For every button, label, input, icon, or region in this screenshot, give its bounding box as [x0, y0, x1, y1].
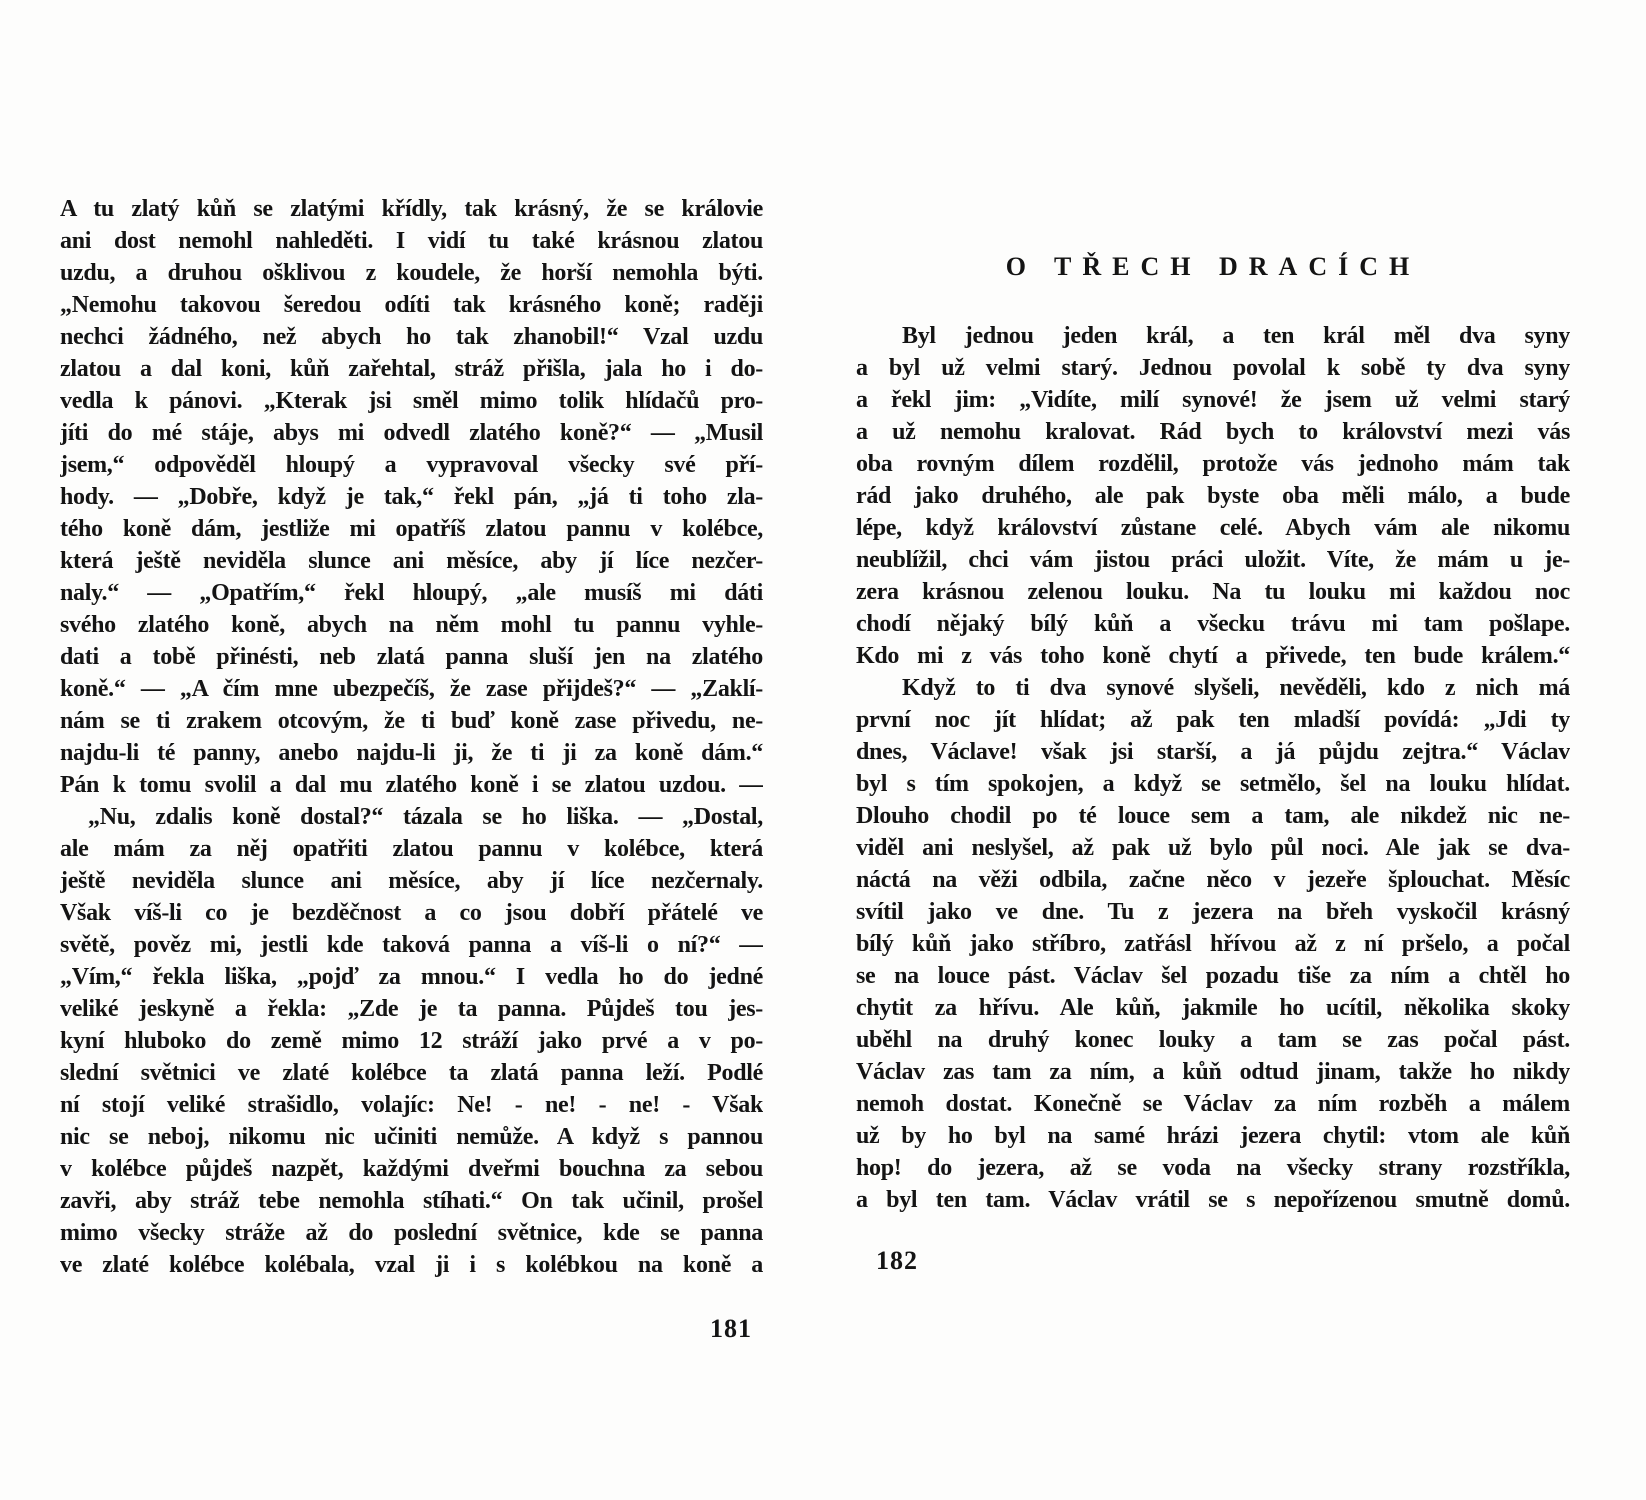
text-line: nic se neboj, nikomu nic učiniti nemůže. A když s pannou — [60, 1124, 763, 1150]
text-line: koně.“ — „A čím mne ubezpečíš, že zase přijdeš?“ — „Zaklí- — [60, 676, 763, 702]
text-line: ani dost nemohl nahleděti. I vidí tu také krásnou zlatou — [60, 228, 763, 254]
text-line: nám se ti zrakem otcovým, že ti buď koně zase přivedu, ne- — [60, 708, 763, 734]
text-line: hody. — „Dobře, když je tak,“ řekl pán, „já ti toho zla- — [60, 484, 763, 510]
text-line: viděl ani neslyšel, až pak už bylo půl noci. Ale jak se dva- — [856, 835, 1570, 861]
text-line: chytit za hřívu. Ale kůň, jakmile ho ucítil, několika skoky — [856, 995, 1570, 1021]
text-line: a byl ten tam. Václav vrátil se s nepořízenou smutně domů. — [856, 1187, 1570, 1213]
text-line: kyní hluboko do země mimo 12 stráží jako prvé a v po- — [60, 1028, 763, 1054]
text-line: už by ho byl na samé hrázi jezera chytil: vtom ale kůň — [856, 1123, 1570, 1149]
text-line: svého zlatého koně, abych na něm mohl tu pannu vyhle- — [60, 612, 763, 638]
text-line: tého koně dám, jestliže mi opatříš zlatou pannu v kolébce, — [60, 516, 763, 542]
right-page-text — [856, 320, 1570, 1216]
text-line: Dlouho chodil po té louce sem a tam, ale nikdež nic ne- — [856, 803, 1570, 829]
story-heading: O TŘECH DRACÍCH — [1005, 252, 1421, 281]
text-line: Když to ti dva synové slyšeli, nevěděli, kdo z nich má — [902, 675, 1570, 701]
text-line: naly.“ — „Opatřím,“ řekl hloupý, „ale musíš mi dáti — [60, 580, 763, 606]
text-line: jíti do mé stáje, abys mi odvedl zlatého koně?“ — „Musil — [60, 420, 763, 446]
text-line: ještě neviděla slunce ani měsíce, aby jí líce nezčernaly. — [60, 868, 763, 894]
text-line: Byl jednou jeden král, a ten král měl dva syny — [902, 323, 1570, 349]
text-line: dati a tobě přinésti, neb zlatá panna sluší jen na zlatého — [60, 644, 763, 670]
text-line: vedla k pánovi. „Kterak jsi směl mimo tolik hlídačů pro- — [60, 388, 763, 414]
text-line: se na louce pást. Václav šel pozadu tiše za ním a chtěl ho — [856, 963, 1570, 989]
text-line: bílý kůň jako stříbro, zatřásl hřívou až z ní pršelo, a počal — [856, 931, 1570, 957]
text-line: ve zlaté kolébce kolébala, vzal ji i s kolébkou na koně a — [60, 1252, 763, 1278]
text-line: byl s tím spokojen, a když se setmělo, šel na louku hlídat. — [856, 771, 1570, 797]
text-line: Kdo mi z vás toho koně chytí a přivede, ten bude králem.“ — [856, 643, 1570, 669]
text-line: zavři, aby stráž tebe nemohla stíhati.“ On tak učinil, prošel — [60, 1188, 763, 1214]
text-line: světě, pověz mi, jestli kde taková panna a víš-li o ní?“ — — [60, 932, 763, 958]
text-line: „Vím,“ řekla liška, „pojď za mnou.“ I vedla ho do jedné — [60, 964, 763, 990]
text-line: mimo všecky stráže až do poslední světnice, kde se panna — [60, 1220, 763, 1246]
text-line: a řekl jim: „Vidíte, milí synové! že jsem už velmi starý — [856, 387, 1570, 413]
text-line: nemoh dostat. Konečně se Václav za ním rozběh a málem — [856, 1091, 1570, 1117]
text-line: která ještě neviděla slunce ani měsíce, aby jí líce nezčer- — [60, 548, 763, 574]
text-line: chodí nějaký bílý kůň a všecku trávu mi tam pošlape. — [856, 611, 1570, 637]
text-line: neublížil, chci vám jistou práci uložit. Víte, že mám u je- — [856, 547, 1570, 573]
text-line: Však víš-li co je bezděčnost a co jsou dobří přátelé ve — [60, 900, 763, 926]
left-page-text — [60, 193, 763, 1281]
text-line: jsem,“ odpověděl hloupý a vypravoval všecky své pří- — [60, 452, 763, 478]
text-line: oba rovným dílem rozdělil, protože vás jednoho mám tak — [856, 451, 1570, 477]
text-line: a už nemohu kralovat. Rád bych to království mezi vás — [856, 419, 1570, 445]
text-line: „Nemohu takovou šeredou odíti tak krásného koně; raději — [60, 292, 763, 318]
text-line: hop! do jezera, až se voda na všecky strany rozstříkla, — [856, 1155, 1570, 1181]
text-line: a byl už velmi starý. Jednou povolal k sobě ty dva syny — [856, 355, 1570, 381]
text-line: slední světnici ve zlaté kolébce ta zlatá panna leží. Podlé — [60, 1060, 763, 1086]
text-line: najdu-li té panny, anebo najdu-li ji, že ti ji za koně dám.“ — [60, 740, 763, 766]
text-line: lépe, když království zůstane celé. Abych vám ale nikomu — [856, 515, 1570, 541]
text-line: zlatou a dal koni, kůň zařehtal, stráž přišla, jala ho i do- — [60, 356, 763, 382]
text-line: Václav zas tam za ním, a kůň odtud jinam, takže ho nikdy — [856, 1059, 1570, 1085]
right-page-number: 182 — [876, 1246, 918, 1275]
text-line: veliké jeskyně a řekla: „Zde je ta panna. Půjdeš tou jes- — [60, 996, 763, 1022]
text-line: svítil jako ve dne. Tu z jezera na břeh vyskočil krásný — [856, 899, 1570, 925]
text-line: Pán k tomu svolil a dal mu zlatého koně i se zlatou uzdou. — — [60, 772, 763, 798]
text-line: náctá na věži odbila, začne něco v jezeře šplouchat. Měsíc — [856, 867, 1570, 893]
text-line: A tu zlatý kůň se zlatými křídly, tak krásný, že se královie — [60, 196, 763, 222]
text-line: ale mám za něj opatřiti zlatou pannu v kolébce, která — [60, 836, 763, 862]
text-line: uzdu, a druhou ošklivou z koudele, že horší nemohla býti. — [60, 260, 763, 286]
left-page-number: 181 — [710, 1314, 752, 1343]
text-line: první noc jít hlídat; až pak ten mladší povídá: „Jdi ty — [856, 707, 1570, 733]
text-line: nechci žádného, než abych ho tak zhanobil!“ Vzal uzdu — [60, 324, 763, 350]
text-line: v kolébce půjdeš nazpět, každými dveřmi bouchna za sebou — [60, 1156, 763, 1182]
text-line: rád jako druhého, ale pak byste oba měli málo, a bude — [856, 483, 1570, 509]
text-line: zera krásnou zelenou louku. Na tu louku mi každou noc — [856, 579, 1570, 605]
text-line: „Nu, zdalis koně dostal?“ tázala se ho liška. — „Dostal, — [88, 804, 763, 830]
text-line: dnes, Václave! však jsi starší, a já půjdu zejtra.“ Václav — [856, 739, 1570, 765]
text-line: uběhl na druhý konec louky a tam se zas počal pást. — [856, 1027, 1570, 1053]
text-line: ní stojí veliké strašidlo, volajíc: Ne! - ne! - ne! - Však — [60, 1092, 763, 1118]
